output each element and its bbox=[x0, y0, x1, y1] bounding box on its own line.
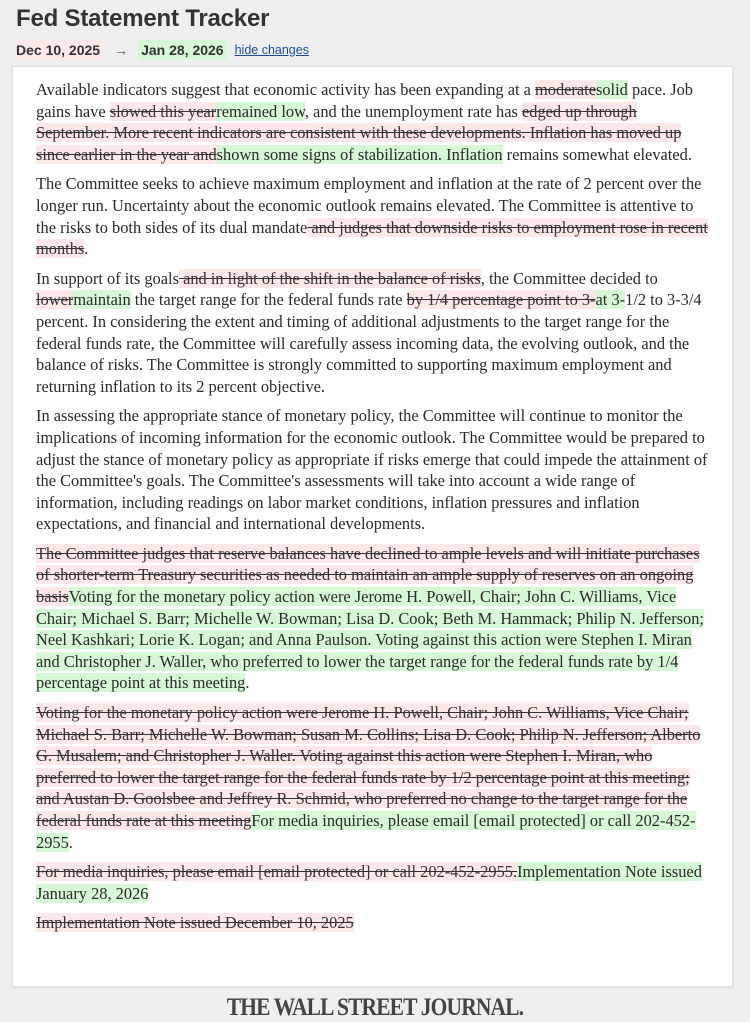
unchanged-text: . bbox=[68, 832, 73, 852]
inserted-text: maintain bbox=[73, 290, 131, 310]
inserted-text: Voting for the monetary policy action were Jerome H. Powell, Chair; John C. Williams, Vice Chair; Michael S. Barr; Michelle W. Bowman; Lisa D. Cook; Beth M. Hammack; Philip N. Jefferson; Neel Kashkari; Lorie K. Logan; and Anna Paulson. Voting against this action were Stephen I. Miran and Christopher J. Waller, who preferred to lower the target range for the federal funds rate by 1/4 percentage point at this meeting bbox=[36, 587, 704, 693]
unchanged-text: , and the unemployment rate has bbox=[304, 101, 522, 121]
inserted-text: shown some signs of stabilization. Inflation bbox=[216, 144, 503, 164]
inserted-text: at 3- bbox=[595, 290, 626, 310]
unchanged-text: The Committee seeks to achieve maximum employment and inflation at the rate of 2 percent over the longer run. Uncertainty about the economic outlook remains elevated. The Committee is attentive to the risks to both sides of its dual mandate bbox=[36, 174, 702, 237]
statement-paragraph bbox=[36, 173, 710, 259]
statement-paragraph bbox=[36, 861, 710, 904]
statement-paragraph bbox=[36, 79, 710, 165]
deleted-text: Voting for the monetary policy action were Jerome H. Powell, Chair; John C. Williams, Vice Chair; Michael S. Barr; Michelle W. Bowman; Susan M. Collins; Lisa D. Cook; Philip N. Jefferson; Alberto G. Musalem; and Christopher J. Waller. Voting against this action were Stephen I. Miran, who preferred to lower the target range for the federal funds rate by 1/2 percentage point at this meeting; and Austan D. Goolsbee and Jeffrey R. Schmid, who preferred no change to the target range for the federal funds rate at this meeting bbox=[36, 703, 701, 830]
deleted-text: Implementation Note issued December 10, 2025 bbox=[36, 913, 354, 933]
unchanged-text: . bbox=[245, 673, 250, 693]
deleted-text: moderate bbox=[535, 80, 596, 99]
deleted-text: slowed this year bbox=[109, 101, 217, 121]
unchanged-text: pace. Job gains have bbox=[36, 80, 693, 121]
unchanged-text: . bbox=[84, 239, 89, 259]
unchanged-text: , the Committee decided to bbox=[480, 268, 658, 288]
inserted-text: Implementation Note issued January 28, 2026 bbox=[36, 862, 702, 903]
hide-changes-link[interactable]: hide changes bbox=[234, 43, 309, 57]
unchanged-text: 1/2 to 3-3/4 percent. In considering the extent and timing of additional adjustments to the target range for the federal funds rate, the Committee will carefully assess incoming data, the evolving outlook, and the balance of risks. The Committee is strongly committed to supporting maximum employment and returning inflation to its 2 percent objective. bbox=[36, 290, 702, 396]
inserted-text: solid bbox=[595, 80, 628, 99]
unchanged-text: remains somewhat elevated. bbox=[502, 144, 692, 164]
statement-paragraph bbox=[36, 405, 710, 535]
deleted-text: and judges that downside risks to employment rose in recent months bbox=[36, 217, 708, 259]
page-title: Fed Statement Tracker bbox=[16, 5, 270, 32]
wsj-logo: THE WALL STREET JOURNAL. bbox=[226, 994, 524, 1021]
date-comparison bbox=[16, 40, 309, 60]
deleted-text: edged up through September. More recent indicators are consistent with these developments. Inflation has moved up since earlier in the year and bbox=[36, 101, 682, 164]
current-statement-date: Jan 28, 2026 bbox=[138, 40, 227, 60]
unchanged-text: Available indicators suggest that economic activity has been expanding at a bbox=[36, 80, 535, 99]
deleted-text: and in light of the shift in the balance of risks bbox=[178, 268, 481, 288]
statement-card bbox=[12, 66, 733, 987]
deleted-text: by 1/4 percentage point to 3- bbox=[406, 290, 596, 310]
statement-paragraph bbox=[36, 702, 710, 853]
previous-statement-date: Dec 10, 2025 bbox=[16, 42, 101, 58]
arrow-right-icon: → bbox=[114, 42, 129, 58]
unchanged-text: In support of its goals bbox=[36, 268, 179, 288]
deleted-text: The Committee judges that reserve balances have declined to ample levels and will initiate purchases of shorter-term Treasury securities as needed to maintain an ample supply of reserves on an ongoing basis bbox=[36, 543, 700, 607]
inserted-text: For media inquiries, please email [email protected] or call 202-452-2955 bbox=[36, 811, 696, 852]
statement-paragraph bbox=[36, 912, 710, 934]
header bbox=[16, 4, 309, 60]
deleted-text: For media inquiries, please email [email protected] or call 202-452-2955. bbox=[36, 862, 518, 882]
statement-paragraph bbox=[36, 543, 710, 694]
deleted-text: lower bbox=[36, 290, 74, 310]
statement-paragraph bbox=[36, 268, 710, 398]
unchanged-text: the target range for the federal funds rate bbox=[130, 290, 407, 310]
unchanged-text: In assessing the appropriate stance of monetary policy, the Committee will continue to monitor the implications of incoming information for the economic outlook. The Committee would be prepared to adjust the stance of monetary policy as appropriate if risks emerge that could impede the attainment of the Committee's goals. The Committee's assessments will take into account a wide range of information, including readings on labor market conditions, inflation pressures and inflation expectations, and financial and international developments. bbox=[36, 406, 708, 534]
inserted-text: remained low bbox=[216, 101, 305, 121]
